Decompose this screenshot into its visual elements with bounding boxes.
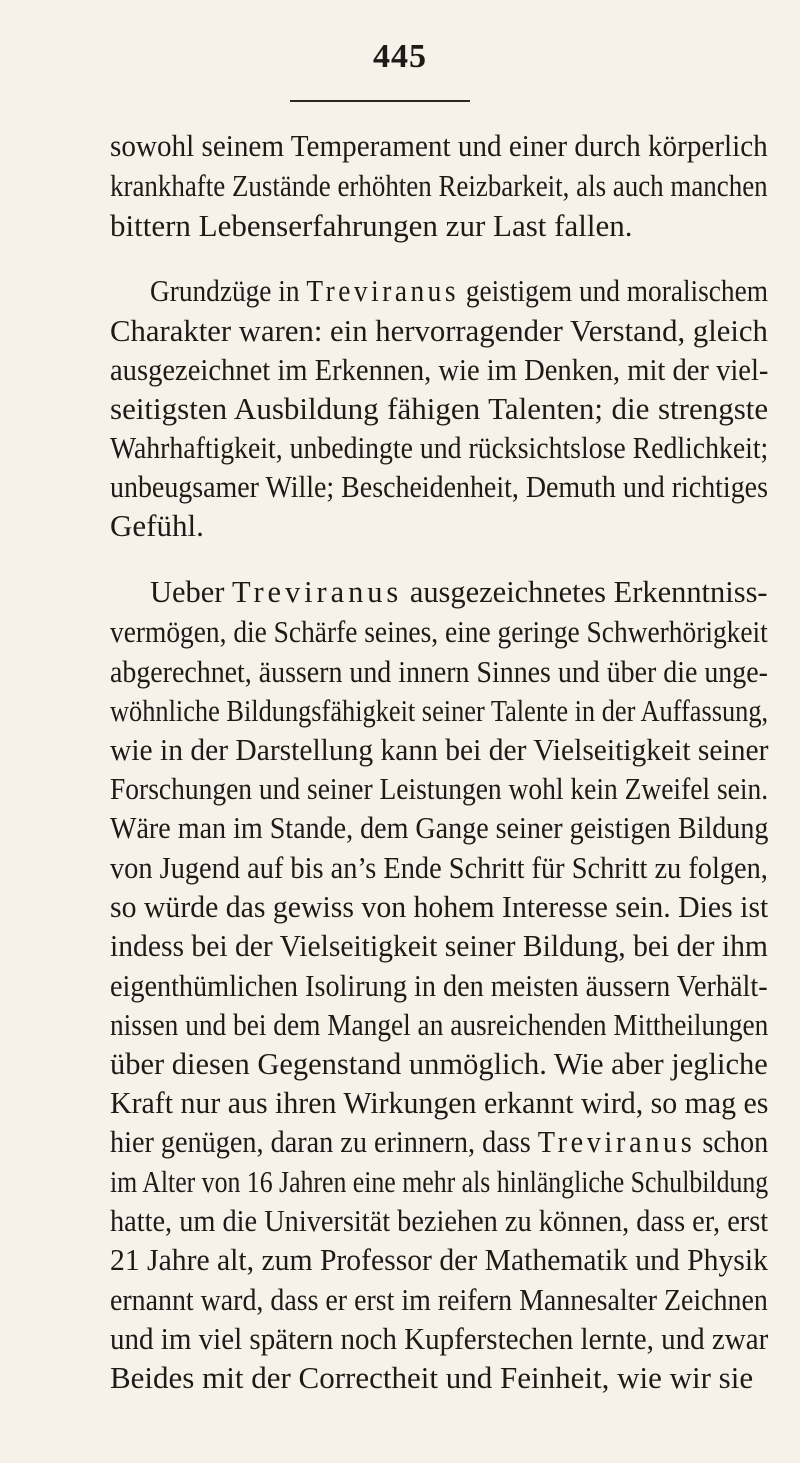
text-line — [110, 928, 768, 964]
text-segment: hier genügen, daran zu erinnern, dass — [110, 1124, 538, 1159]
text-segment: abgerechnet, äussern und innern Sinnes und über die unge- — [110, 654, 768, 689]
text-segment: ausgezeichnetes Erkenntniss- — [402, 574, 768, 609]
text-line — [110, 391, 768, 427]
text-line — [110, 1007, 768, 1043]
text-segment: hatte, um die Universität beziehen zu können, dass er, erst — [110, 1203, 769, 1238]
text-line — [110, 352, 768, 388]
text-line — [150, 574, 768, 610]
text-line — [110, 968, 768, 1004]
text-segment: Wahrhaftigkeit, unbedingte und rücksichtslose Redlichkeit; — [110, 430, 769, 465]
text-line — [110, 771, 768, 807]
text-segment: Wäre man im Stande, dem Gange seiner geistigen Bildung — [110, 810, 769, 845]
spaced-name: Treviranus — [232, 574, 403, 609]
text-line — [110, 1046, 768, 1082]
text-line — [110, 168, 768, 204]
text-segment: vermögen, die Schärfe seines, eine geringe Schwerhörigkeit — [110, 614, 768, 649]
text-segment: und im viel spätern noch Kupferstechen lernte, und zwar — [110, 1321, 769, 1356]
text-segment: schon — [695, 1124, 769, 1159]
text-line — [110, 1085, 768, 1121]
text-line — [110, 208, 632, 244]
text-line — [110, 732, 768, 768]
text-segment: Ueber — [150, 574, 233, 609]
text-segment: wöhnliche Bildungsfähigkeit seiner Talente in der Auffassung, — [110, 693, 769, 728]
text-segment: indess bei der Vielseitigkeit seiner Bildung, bei der ihm — [110, 928, 768, 963]
text-segment: von Jugend auf bis an’s Ende Schritt für Schritt zu folgen, — [110, 850, 768, 885]
text-segment: Grundzüge in — [150, 273, 307, 308]
text-line — [110, 1321, 768, 1357]
page-number: 445 — [373, 38, 427, 75]
text-line — [110, 1360, 753, 1396]
text-segment: geistigem und moralischem — [459, 273, 768, 308]
text-segment: so würde das gewiss von hohem Interesse sein. Dies ist — [110, 889, 769, 924]
text-segment: seitigsten Ausbildung fähigen Talenten; die strengste — [110, 391, 769, 426]
text-segment: ernannt ward, dass er erst im reifern Mannesalter Zeichnen — [110, 1282, 768, 1317]
text-line — [110, 1164, 768, 1200]
text-line — [110, 1203, 768, 1239]
text-line — [110, 469, 768, 505]
text-line — [110, 508, 204, 544]
text-segment: wie in der Darstellung kann bei der Vielseitigkeit seiner — [110, 732, 769, 767]
text-segment: Gefühl. — [110, 508, 204, 543]
spaced-name: Treviranus — [306, 273, 460, 308]
text-line — [110, 313, 768, 349]
text-line — [110, 850, 768, 886]
text-segment: Forschungen und seiner Leistungen wohl kein Zweifel sein. — [110, 771, 769, 806]
spaced-name: Treviranus — [537, 1124, 696, 1159]
text-segment: im Alter von 16 Jahren eine mehr als hinlängliche Schulbildung — [110, 1164, 769, 1199]
header-rule — [290, 100, 470, 102]
text-line — [110, 810, 768, 846]
text-line — [150, 273, 768, 309]
text-line — [110, 430, 768, 466]
text-segment: ausgezeichnet im Erkennen, wie im Denken, mit der viel- — [110, 352, 769, 387]
text-segment: über diesen Gegenstand unmöglich. Wie aber jegliche — [110, 1046, 768, 1081]
text-segment: eigenthümlichen Isolirung in den meisten äussern Verhält- — [110, 968, 768, 1003]
text-segment: sowohl seinem Temperament und einer durch körperlich — [110, 128, 768, 163]
text-segment: nissen und bei dem Mangel an ausreichenden Mittheilungen — [110, 1007, 769, 1042]
text-segment: Beides mit der Correctheit und Feinheit, wie wir sie — [110, 1360, 754, 1395]
text-line — [110, 1282, 768, 1318]
text-segment: Charakter waren: ein hervorragender Verstand, gleich — [110, 313, 768, 348]
text-segment: unbeugsamer Wille; Bescheidenheit, Demuth und richtiges — [110, 469, 768, 504]
text-segment: Kraft nur aus ihren Wirkungen erkannt wird, so mag es — [110, 1085, 769, 1120]
text-segment: krankhafte Zustände erhöhten Reizbarkeit, als auch manchen — [110, 168, 768, 203]
text-line — [110, 654, 768, 690]
text-line — [110, 614, 768, 650]
text-segment: 21 Jahre alt, zum Professor der Mathematik und Physik — [110, 1242, 768, 1277]
text-segment: bittern Lebenserfahrungen zur Last fallen. — [110, 208, 633, 243]
text-line — [110, 1124, 768, 1160]
text-line — [110, 128, 768, 164]
text-line — [110, 889, 768, 925]
text-line — [110, 693, 768, 729]
text-line — [110, 1242, 768, 1278]
